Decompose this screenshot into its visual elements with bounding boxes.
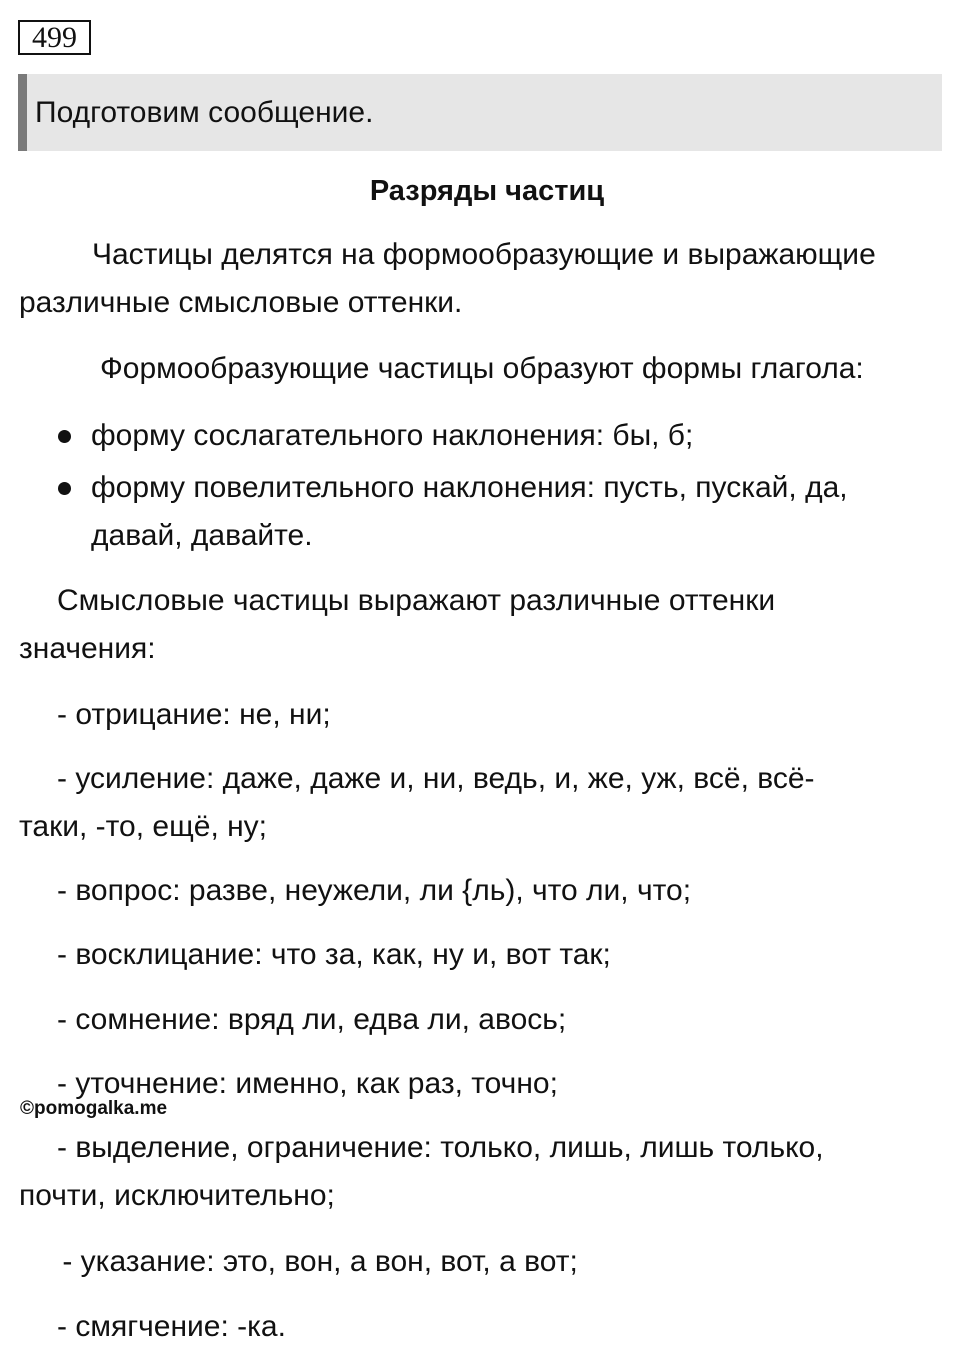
emphasis-line-1: - выделение, ограничение: только, лишь, лишь только, [57,1131,824,1164]
intensification-line-1: - усиление: даже, даже и, ни, ведь, и, же, уж, всё, всё- [57,762,815,795]
intro-line-1: Частицы делятся на формообразующие и выражающие [92,238,876,271]
doubt-line: - сомнение: вряд ли, едва ли, авось; [57,1003,567,1036]
negation-line: - отрицание: не, ни; [57,698,331,731]
form-particles-heading: Формообразующие частицы образуют формы глагола: [100,352,864,385]
task-number: 499 [18,20,91,55]
bullet-icon [58,482,71,495]
emphasis-line-2: почти, исключительно; [19,1179,335,1212]
question-line: - вопрос: разве, неужели, ли {ль), что ли, что; [57,874,692,907]
indication-line: - указание: это, вон, а вон, вот, а вот; [54,1245,578,1278]
intensification-line-2: таки, -то, ещё, ну; [19,810,268,843]
meaning-heading-line-2: значения: [19,632,156,665]
softening-line: - смягчение: -ка. [57,1310,286,1343]
form-item-1: форму сослагательного наклонения: бы, б; [91,419,694,452]
meaning-heading-line-1: Смысловые частицы выражают различные оттенки [57,584,776,617]
bullet-icon [58,430,71,443]
watermark: ©pomogalka.me [20,1098,168,1119]
section-title: Разряды частиц [369,175,605,207]
form-item-2-line-2: давай, давайте. [91,519,313,552]
task-instruction: Подготовим сообщение. [18,74,942,151]
clarification-line: - уточнение: именно, как раз, точно; [57,1067,558,1100]
form-item-2-line-1: форму повелительного наклонения: пусть, пускай, да, [91,471,848,504]
intro-line-2: различные смысловые оттенки. [19,286,463,319]
exclamation-line: - восклицание: что за, как, ну и, вот так; [57,938,611,971]
